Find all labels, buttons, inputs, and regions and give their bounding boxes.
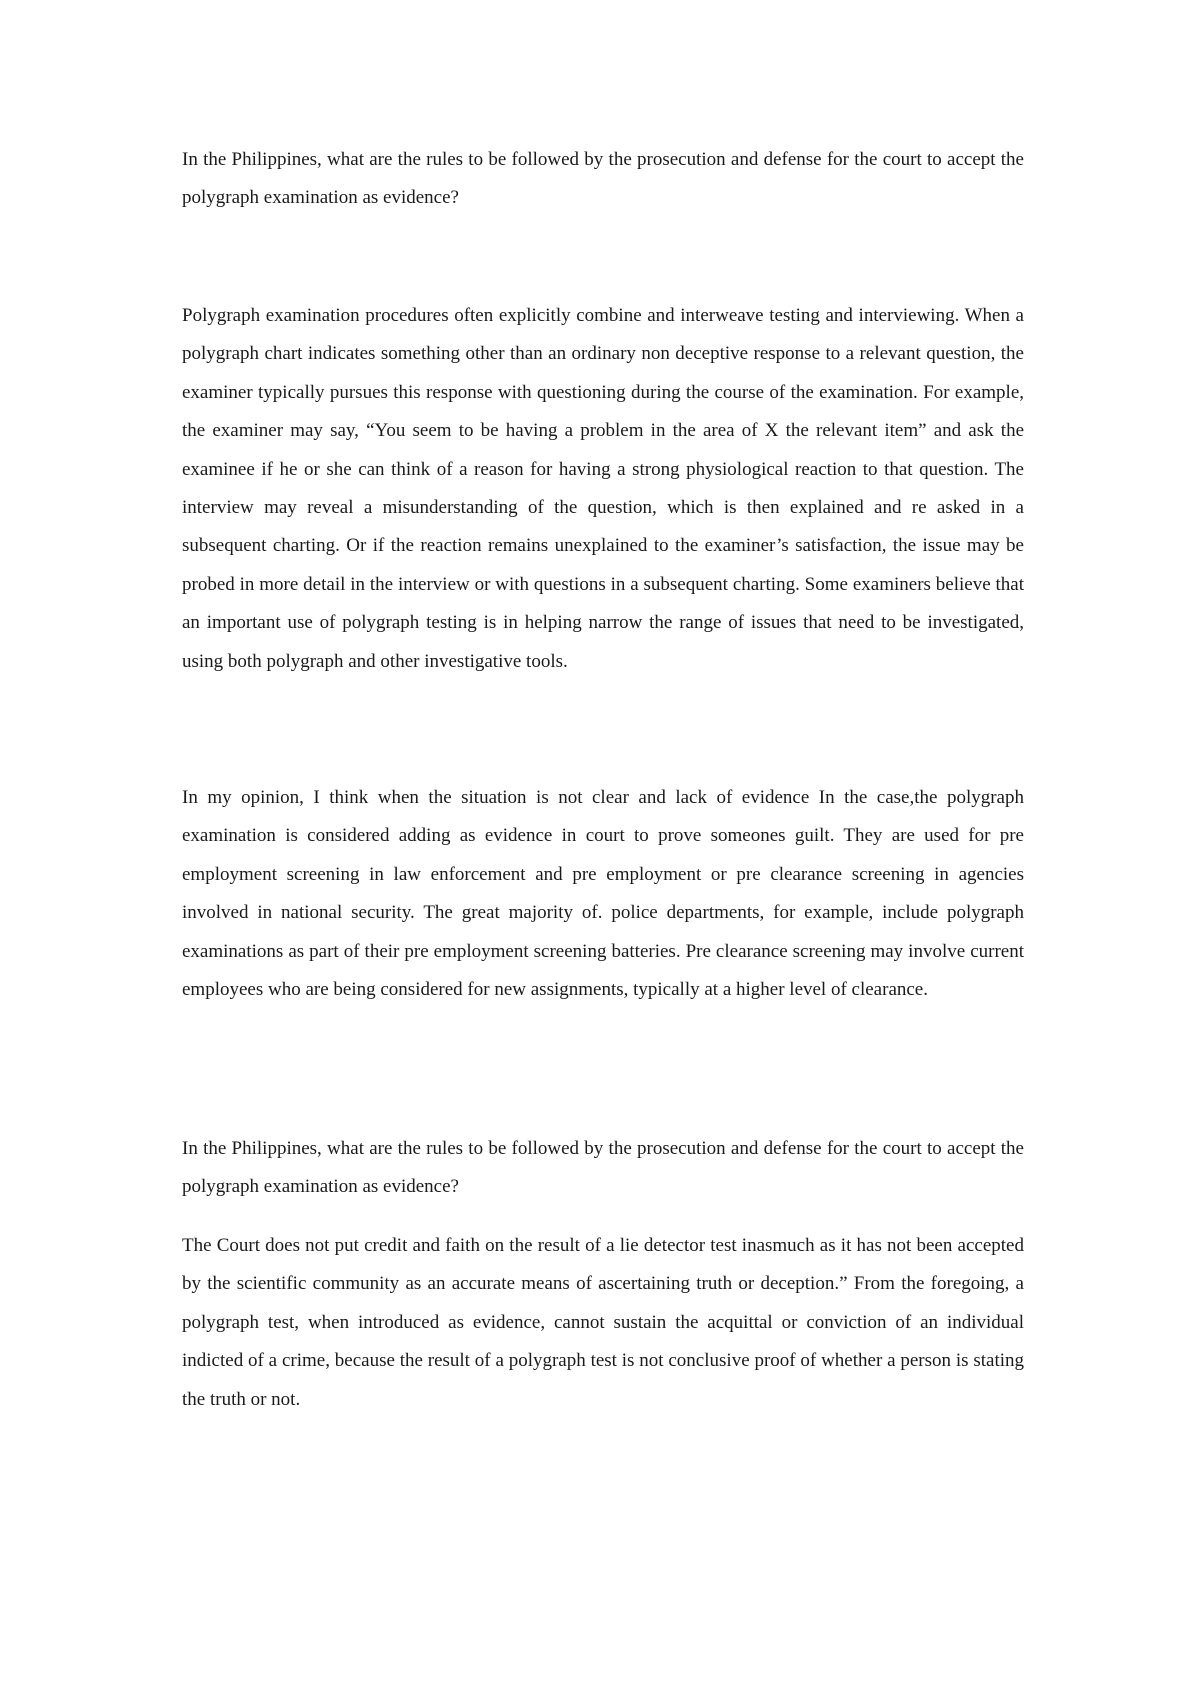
question-paragraph-2: In the Philippines, what are the rules to be followed by the prosecution and defense for the court to accept the polygraph examination as evidence? — [182, 1138, 1024, 1198]
body-paragraph-opinion: In my opinion, I think when the situation is not clear and lack of evidence In the case,the polygraph examination is considered adding as evidence in court to prove someones guilt. They are used for pre employment screening in law enforcement and pre employment or pre clearance screening in agencies involved in national security. The great majority of. police departments, for example, include polygraph examinations as part of their pre employment screening batteries. Pre clearance screening may involve current employees who are being considered for new assignments, typically at a higher level of clearance. — [182, 787, 1024, 1001]
question-paragraph-1: In the Philippines, what are the rules to be followed by the prosecution and defense for the court to accept the polygraph examination as evidence? — [182, 149, 1024, 209]
body-paragraph-court-ruling: The Court does not put credit and faith on the result of a lie detector test inasmuch as it has not been accepted by the scientific community as an accurate means of ascertaining truth or deception.” From the foregoing, a polygraph test, when introduced as evidence, cannot sustain the acquittal or conviction of an individual indicted of a crime, because the result of a polygraph test is not conclusive proof of whether a person is stating the truth or not. — [182, 1235, 1024, 1410]
body-paragraph-polygraph-procedures: Polygraph examination procedures often explicitly combine and interweave testing and interviewing. When a polygraph chart indicates something other than an ordinary non deceptive response to a relevant question, the examiner typically pursues this response with questioning during the course of the examination. For example, the examiner may say, “You seem to be having a problem in the area of X the relevant item” and ask the examinee if he or she can think of a reason for having a strong physiological reaction to that question. The interview may reveal a misunderstanding of the question, which is then explained and re asked in a subsequent charting. Or if the reaction remains unexplained to the examiner’s satisfaction, the issue may be probed in more detail in the interview or with questions in a subsequent charting. Some examiners believe that an important use of polygraph testing is in helping narrow the range of issues that need to be investigated, using both polygraph and other investigative tools. — [182, 305, 1024, 672]
